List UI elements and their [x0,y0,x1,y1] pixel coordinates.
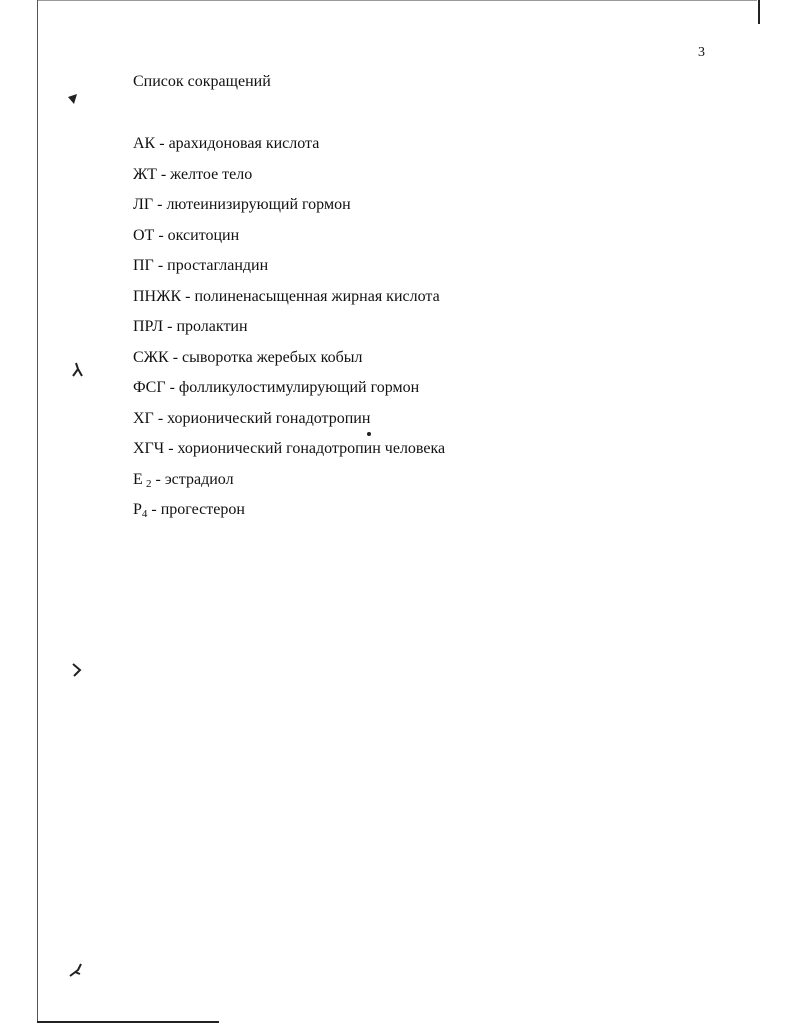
separator: - [168,348,183,366]
list-item [133,439,445,470]
scan-border-top [37,0,757,1]
abbreviation: ПНЖК [133,287,182,305]
scan-border-left [37,0,38,1022]
separator: - [164,440,178,457]
list-item [133,348,445,379]
abbreviation: ХГ [133,409,154,427]
binding-mark-icon [68,962,84,978]
separator: - [151,470,165,488]
page-number: 3 [698,45,705,60]
list-item [133,165,445,196]
definition: хорионический гонадотропин [167,409,371,427]
abbreviation: АК [133,135,156,152]
list-item [133,317,445,348]
scan-border-bottom [37,1021,219,1023]
abbreviation: ФСГ [133,379,166,396]
abbreviation-list [133,134,445,531]
binding-mark-icon [70,362,84,378]
scan-speck [367,432,371,436]
abbreviation: СЖК [133,348,169,366]
separator: - [153,196,167,213]
separator: - [181,287,195,305]
definition: хорионический гонадотропин человека [177,440,446,457]
definition: окситоцин [167,226,240,244]
definition: желтое тело [170,165,253,183]
separator: - [155,135,169,152]
definition: полиненасыщенная жирная кислота [194,287,440,305]
definition: прогестерон [160,501,245,518]
definition: пролактин [176,318,248,335]
binding-mark-icon [70,662,84,678]
separator: - [165,379,179,396]
list-item [133,256,445,287]
separator: - [163,318,177,335]
subscript: 4 [141,508,148,520]
abbreviation: Р [133,501,142,518]
list-item [133,134,445,165]
scan-border-right [758,0,760,24]
separator: - [153,409,168,427]
separator: - [147,501,161,518]
page-title: Список сокращений [133,73,271,90]
list-item [133,226,445,257]
separator: - [156,165,171,183]
abbreviation: ОТ [133,226,155,244]
definition: сыворотка жеребых кобыл [182,348,363,366]
list-item [133,195,445,226]
abbreviation: Е [133,470,143,488]
separator: - [154,226,168,244]
separator: - [153,257,168,274]
binding-mark-icon [66,92,80,106]
definition: эстрадиол [164,470,234,488]
list-item [133,378,445,409]
definition: простагландин [167,257,269,274]
definition: фолликулостимулирующий гормон [178,379,420,396]
definition: лютеинизирующий гормон [166,196,351,213]
abbreviation: ПГ [133,257,154,274]
list-item [133,287,445,318]
abbreviation: ПРЛ [133,318,164,335]
abbreviation: ХГЧ [133,440,165,457]
abbreviation: ЖТ [133,165,157,183]
abbreviation: ЛГ [133,196,154,213]
list-item [133,409,445,440]
subscript: 2 [145,477,152,490]
list-item [133,470,445,501]
definition: арахидоновая кислота [168,135,320,152]
list-item [133,500,445,531]
